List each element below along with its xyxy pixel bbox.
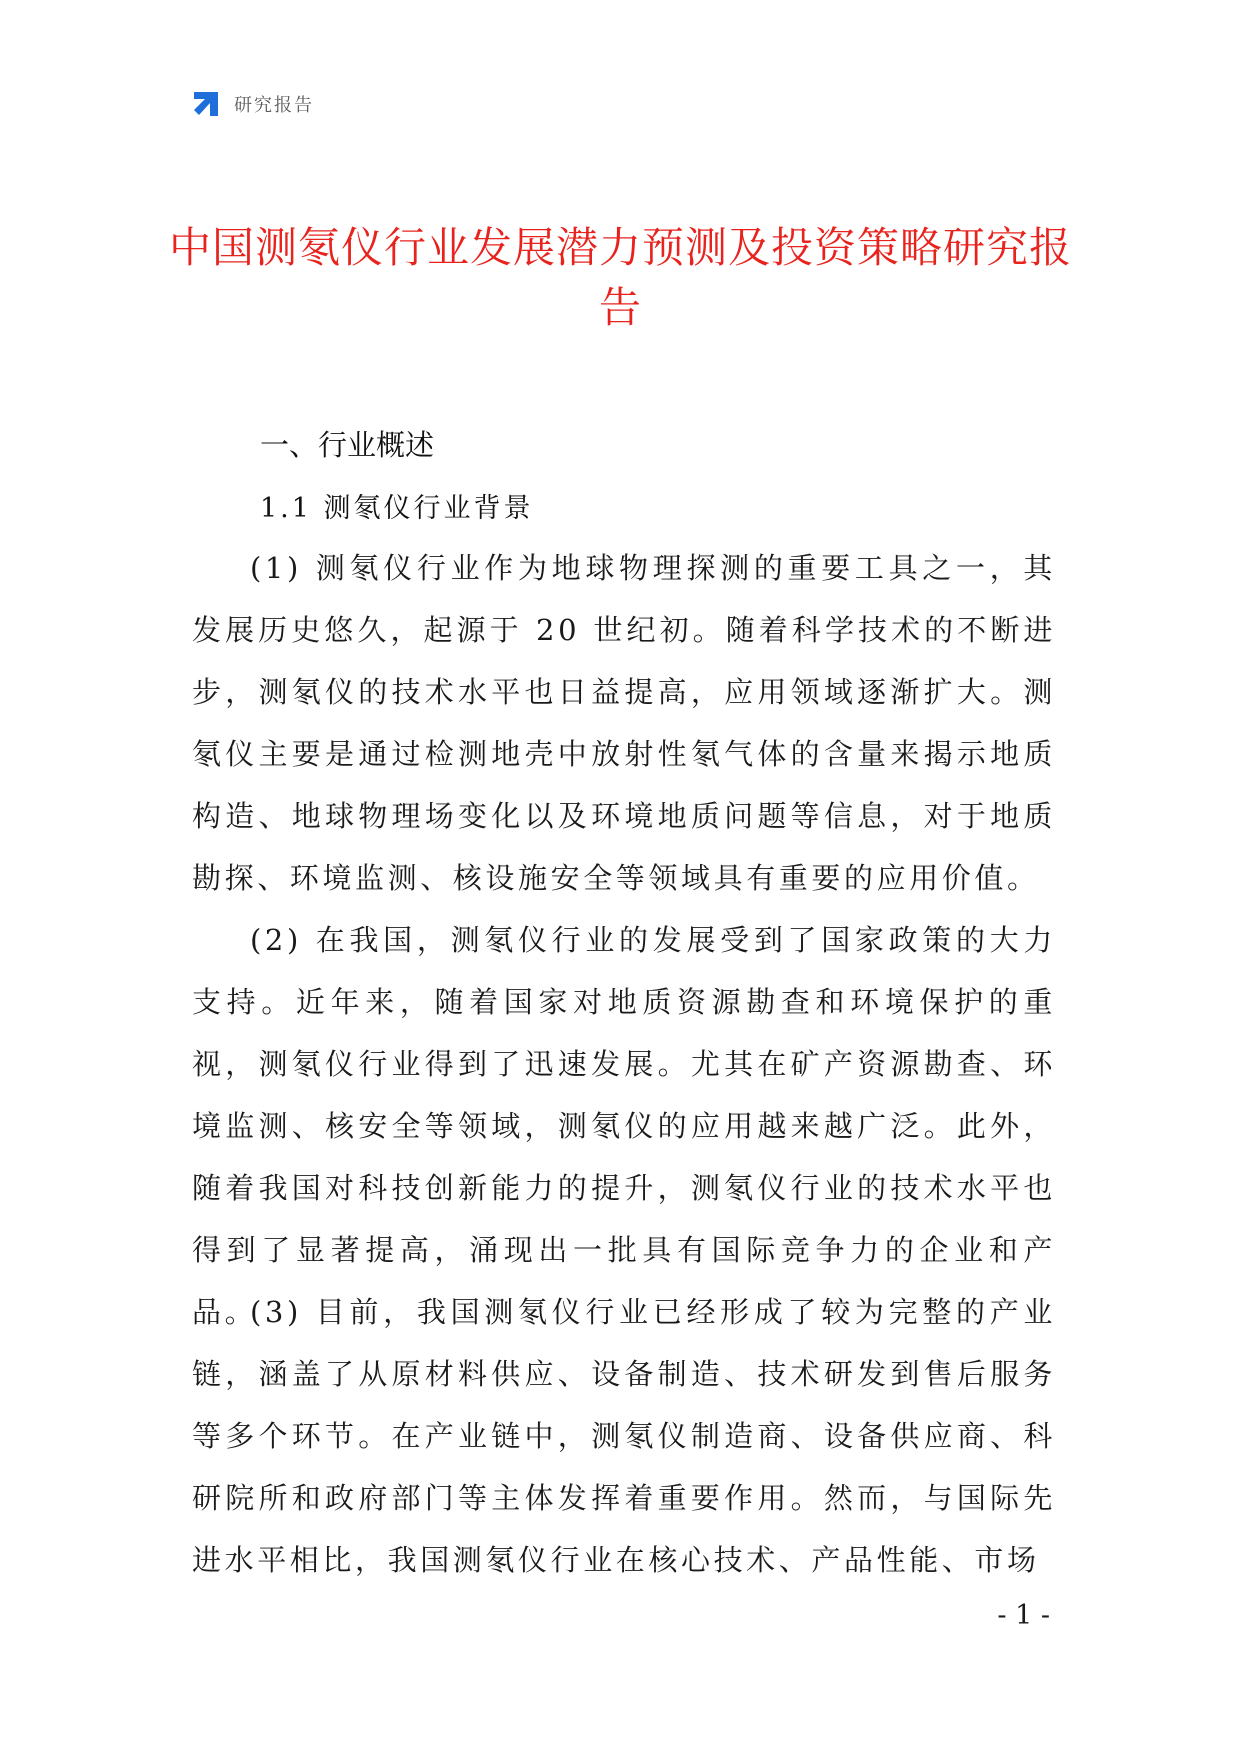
document-header bbox=[190, 88, 314, 120]
paragraph-3: (3) 目前，我国测氡仪行业已经形成了较为完整的产业链，涵盖了从原材料供应、设备制造、技术研发到售后服务等多个环节。在产业链中，测氡仪制造商、设备供应商、科研院所和政府部门等主体发挥着重要作用。然而，与国际先进水平相比，我国测氡仪行业在核心技术、产品性能、市场 bbox=[192, 1295, 1056, 1577]
header-label: 研究报告 bbox=[234, 95, 314, 116]
arrow-up-right-icon bbox=[190, 88, 222, 120]
section-heading: 一、行业概述 bbox=[260, 428, 435, 462]
paragraph-1: (1) 测氡仪行业作为地球物理探测的重要工具之一，其发展历史悠久，起源于 20 世纪初。随着科学技术的不断进步，测氡仪的技术水平也日益提高，应用领域逐渐扩大。测氡仪主要是通过检测地壳中放射性氡气体的含量来揭示地质构造、地球物理场变化以及环境地质问题等信息，对于地质勘探、环境监测、核设施安全等领域具有重要的应用价值。 bbox=[192, 551, 1056, 895]
document-title: 中国测氡仪行业发展潜力预测及投资策略研究报告 bbox=[168, 223, 1072, 332]
page-number: - 1 - bbox=[997, 1600, 1050, 1631]
paragraph-2: (2) 在我国，测氡仪行业的发展受到了国家政策的大力支持。近年来，随着国家对地质资源勘查和环境保护的重视，测氡仪行业得到了迅速发展。尤其在矿产资源勘查、环境监测、核安全等领域，测氡仪的应用越来越广泛。此外，随着我国对科技创新能力的提升，测氡仪行业的技术水平也得到了显著提高，涌现出一批具有国际竞争力的企业和产品。 bbox=[192, 923, 1056, 1329]
subsection-heading: 1.1 测氡仪行业背景 bbox=[260, 493, 534, 524]
